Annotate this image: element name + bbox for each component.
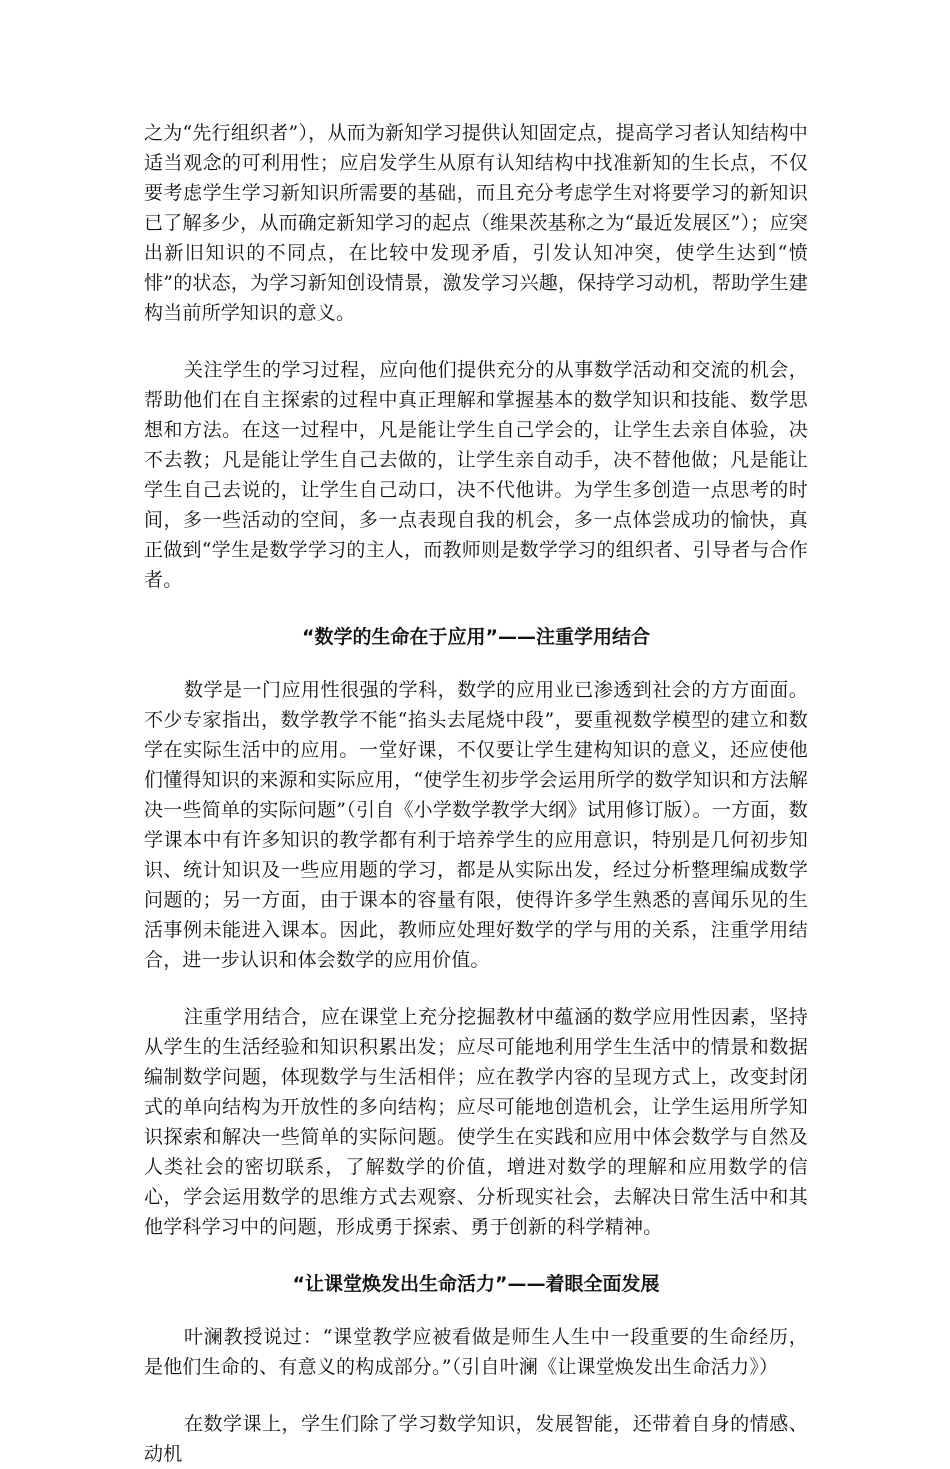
paragraph-math-class: 在数学课上，学生们除了学习数学知识，发展智能，还带着自身的情感、动机 xyxy=(144,1413,808,1465)
paragraph-advance-organizer: 之为“先行组织者”），从而为新知学习提供认知固定点，提高学习者认知结构中适当观念的可利用性；应启发学生从原有认知结构中找准新知的生长点，不仅要考虑学生学习新知识所需要的基础，而且充分考虑学生对将要学习的新知识已了解多少，从而确定新知学习的起点（维果茨基称之为“最近发展区”）；应突出新旧知识的不同点，在比较中发现矛盾，引发认知冲突，使学生达到“愤悱”的状态，为学习新知创设情景，激发学习兴趣，保持学习动机，帮助学生建构当前所学知识的意义。 xyxy=(144,122,808,324)
paragraph-learning-and-use: 注重学用结合，应在课堂上充分挖掘教材中蕴涵的数学应用性因素，坚持从学生的生活经验和知识积累出发；应尽可能地利用学生生活中的情景和数据编制数学问题，体现数学与生活相伴；应在教学内容的呈现方式上，改变封闭式的单向结构为开放性的多向结构；应尽可能地创造机会，让学生运用所学知识探索和解决一些简单的实际问题。使学生在实践和应用中体会数学与自然及人类社会的密切联系，了解数学的价值，增进对数学的理解和应用数学的信心，学会运用数学的思维方式去观察、分析现实社会，去解决日常生活中和其他学科学习中的问题，形成勇于探索、勇于创新的科学精神。 xyxy=(144,1006,808,1238)
document-page xyxy=(144,118,808,1469)
paragraph-ye-lan-quote: 叶澜教授说过：“课堂教学应被看做是师生人生中一段重要的生命经历，是他们生命的、有意义的构成部分。”（引自叶澜《让课堂焕发出生命活力》） xyxy=(144,1326,808,1378)
paragraph-math-application: 数学是一门应用性很强的学科，数学的应用业已渗透到社会的方方面面。不少专家指出，数学教学不能“掐头去尾烧中段”，要重视数学模型的建立和数学在实际生活中的应用。一堂好课，不仅要让学生建构知识的意义，还应使他们懂得知识的来源和实际应用，“使学生初步学会运用所学的数学知识和方法解决一些简单的实际问题”（引自《小学数学教学大纲》试用修订版）。一方面，数学课本中有许多知识的教学都有利于培养学生的应用意识，特别是几何初步知识、统计知识及一些应用题的学习，都是从实际出发，经过分析整理编成数学问题的；另一方面，由于课本的容量有限，使得许多学生熟悉的喜闻乐见的生活事例未能进入课本。因此，教师应处理好数学的学与用的关系，注重学用结合，进一步认识和体会数学的应用价值。 xyxy=(144,679,808,971)
section-heading-application: “数学的生命在于应用”——注重学用结合 xyxy=(302,626,650,648)
section-heading-vitality: “让课堂焕发出生命活力”——着眼全面发展 xyxy=(292,1273,660,1295)
paragraph-learning-process: 关注学生的学习过程，应向他们提供充分的从事数学活动和交流的机会，帮助他们在自主探索的过程中真正理解和掌握基本的数学知识和技能、数学思想和方法。在这一过程中，凡是能让学生自己学会的，让学生去亲自体验，决不去教；凡是能让学生自己去做的，让学生亲自动手，决不替他做；凡是能让学生自己去说的，让学生自己动口，决不代他讲。为学生多创造一点思考的时间，多一些活动的空间，多一点表现自我的机会，多一点体尝成功的愉快，真正做到“学生是数学学习的主人，而教师则是数学学习的组织者、引导者与合作者。 xyxy=(144,359,808,591)
